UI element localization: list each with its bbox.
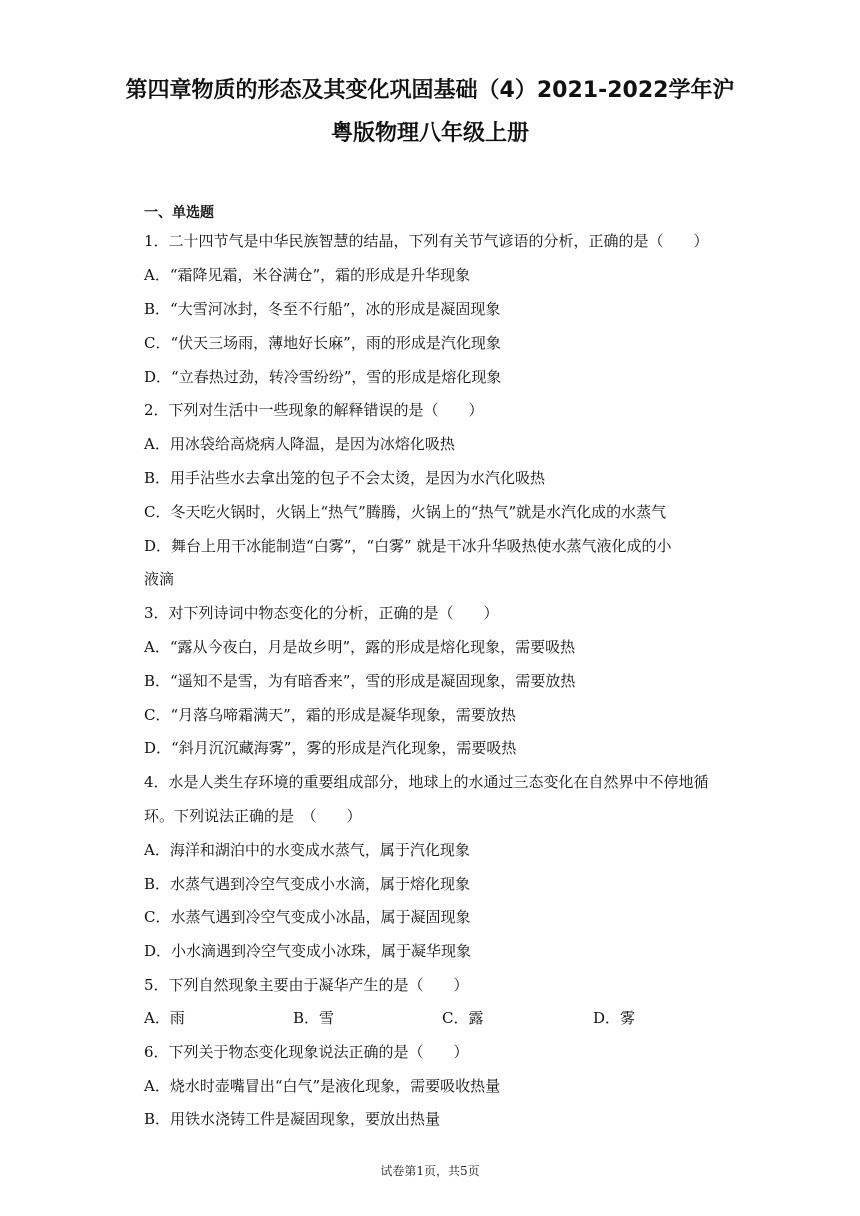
section-heading: 一、单选题	[144, 205, 214, 221]
page-footer: 试卷第1页，共5页	[380, 1164, 480, 1178]
page-title-line-2: 粤版物理八年级上册	[330, 121, 529, 146]
question-4-stem: 4．水是人类生存环境的重要组成部分，地球上的水通过三态变化在自然界中不停地循	[144, 773, 709, 791]
question-2-option-c: C．冬天吃火锅时，火锅上“热气”腾腾，火锅上的“热气”就是水汽化成的水蒸气	[144, 503, 667, 521]
question-2-stem: 2．下列对生活中一些现象的解释错误的是（ ）	[144, 401, 484, 419]
question-3-option-b: B．“遥知不是雪，为有暗香来”，雪的形成是凝固现象，需要放热	[144, 672, 576, 690]
question-3-stem: 3．对下列诗词中物态变化的分析，正确的是（ ）	[144, 604, 499, 622]
question-1-option-a: A．“霜降见霜，米谷满仓”，霜的形成是升华现象	[144, 266, 471, 284]
question-1-option-d: D．“立春热过劲，转冷雪纷纷”，雪的形成是熔化现象	[144, 368, 502, 386]
question-5-stem: 5．下列自然现象主要由于凝华产生的是（ ）	[144, 976, 469, 994]
question-6-option-b: B．用铁水浇铸工件是凝固现象，要放出热量	[144, 1110, 441, 1128]
question-2-option-d-continued: 液滴	[144, 570, 175, 588]
question-4-option-a: A．海洋和湖泊中的水变成水蒸气，属于汽化现象	[144, 841, 470, 859]
question-2-option-a: A．用冰袋给高烧病人降温，是因为冰熔化吸热	[144, 435, 455, 453]
question-3-option-d: D．“斜月沉沉藏海雾”，雾的形成是汽化现象，需要吸热	[144, 739, 517, 757]
question-2-option-b: B．用手沾些水去拿出笼的包子不会太烫，是因为水汽化吸热	[144, 469, 546, 487]
question-3-option-a: A．“露从今夜白，月是故乡明”，露的形成是熔化现象，需要吸热	[144, 638, 576, 656]
question-6-option-a: A．烧水时壶嘴冒出“白气”是液化现象，需要吸收热量	[144, 1077, 501, 1095]
question-4-option-d: D．小水滴遇到冷空气变成小冰珠，属于凝华现象	[144, 942, 472, 960]
question-5-option-a: A．雨	[144, 1009, 185, 1027]
question-5-option-c: C．露	[442, 1009, 484, 1027]
question-5-option-d: D．雾	[593, 1009, 636, 1027]
question-4-option-b: B．水蒸气遇到冷空气变成小水滴，属于熔化现象	[144, 875, 471, 893]
question-6-stem: 6．下列关于物态变化现象说法正确的是（ ）	[144, 1043, 469, 1061]
question-4-stem-continued: 环。下列说法正确的是 （ ）	[144, 807, 362, 825]
question-1-stem: 1．二十四节气是中华民族智慧的结晶，下列有关节气谚语的分析，正确的是（ ）	[144, 232, 709, 250]
question-1-option-c: C．“伏天三场雨，薄地好长麻”，雨的形成是汽化现象	[144, 334, 501, 352]
question-2-option-d: D．舞台上用干冰能制造“白雾”，“白雾” 就是干冰升华吸热使水蒸气液化成的小	[144, 537, 672, 555]
question-4-option-c: C．水蒸气遇到冷空气变成小冰晶，属于凝固现象	[144, 908, 471, 926]
question-5-options	[144, 1008, 724, 1028]
question-3-option-c: C．“月落乌啼霜满天”，霜的形成是凝华现象，需要放热	[144, 706, 516, 724]
question-5-option-b: B．雪	[293, 1009, 335, 1027]
page-title-line-1: 第四章物质的形态及其变化巩固基础（4）2021-2022学年沪	[125, 78, 735, 103]
question-1-option-b: B．“大雪河冰封，冬至不行船”，冰的形成是凝固现象	[144, 300, 501, 318]
